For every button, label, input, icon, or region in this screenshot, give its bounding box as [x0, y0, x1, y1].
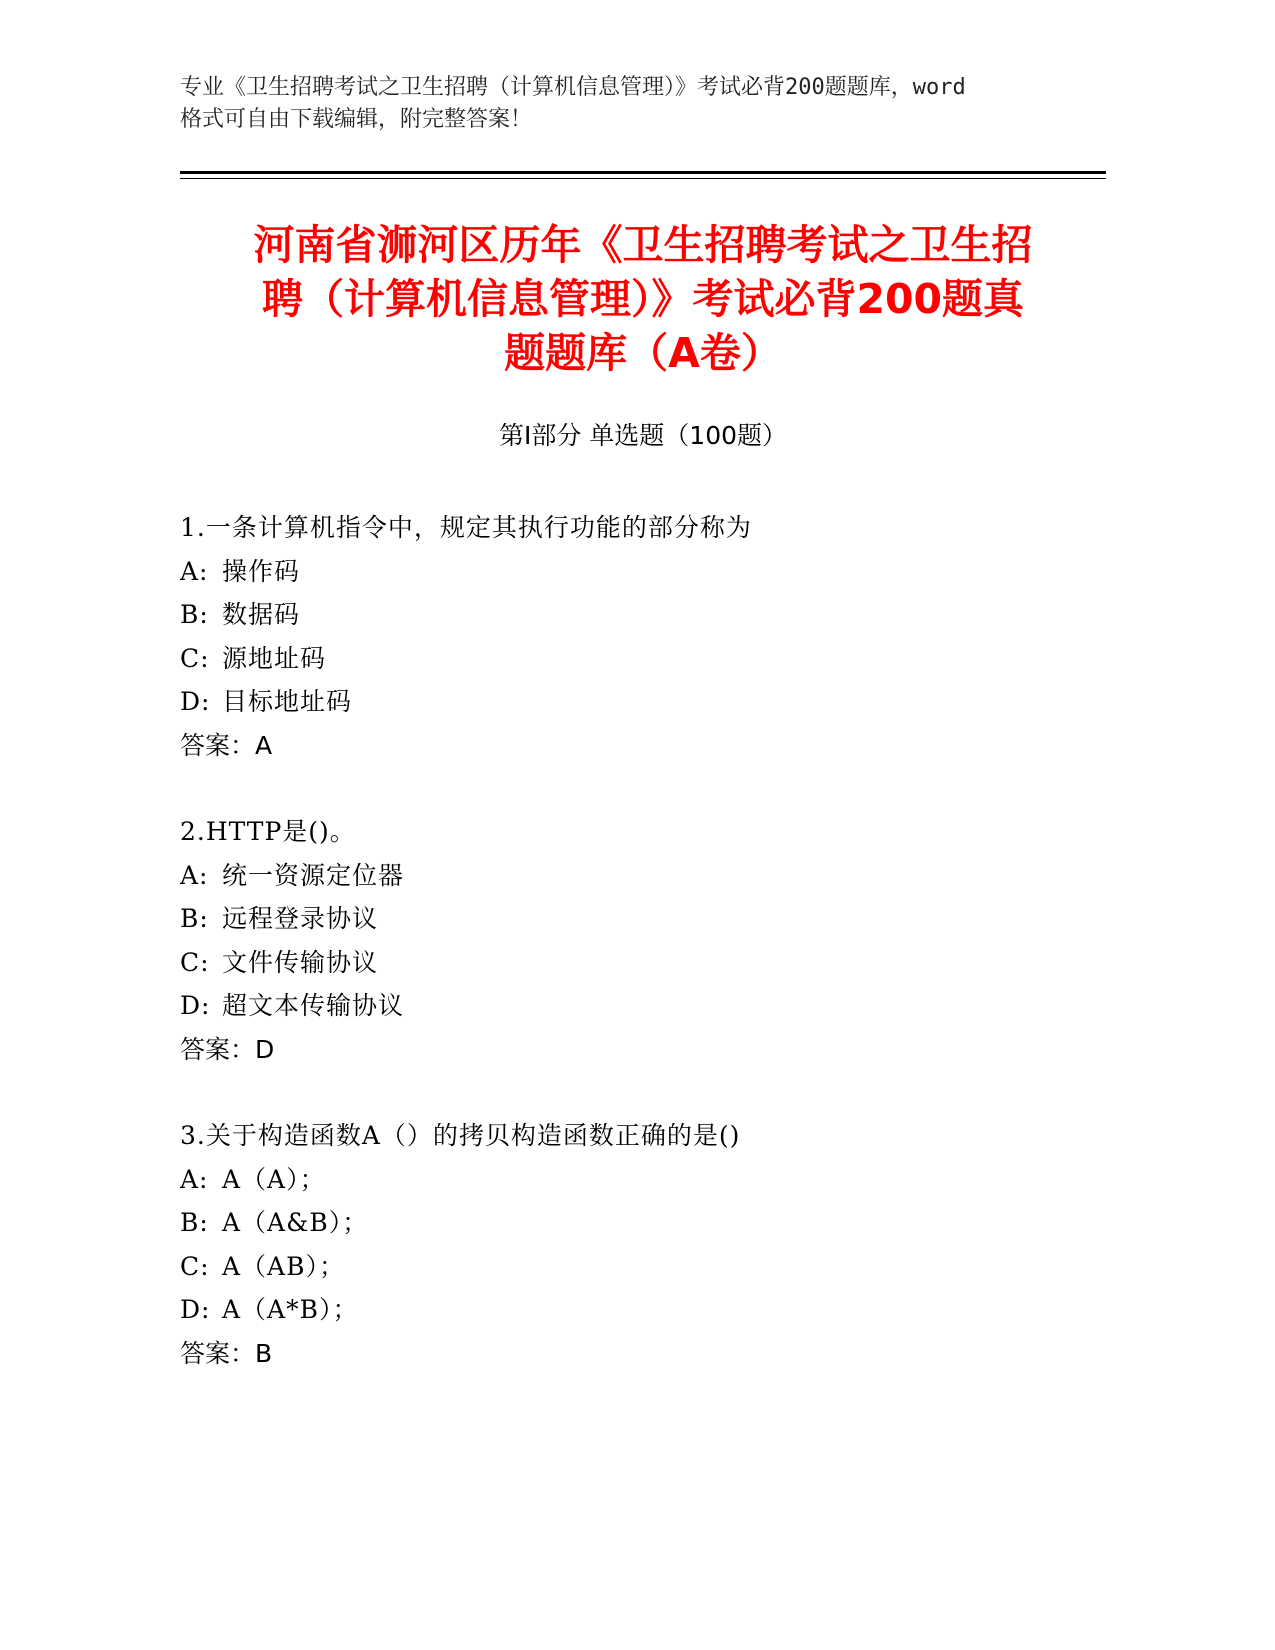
question-1 [180, 506, 1106, 767]
option-text: 远程登录协议 [222, 904, 379, 933]
option-label: C: [180, 947, 210, 977]
option-label: D: [180, 1295, 211, 1324]
option-text: A（AB）； [222, 1251, 345, 1281]
option-c [180, 941, 1106, 985]
document-title-line-2: 聘（计算机信息管理）》考试必背200题真 [261, 275, 1025, 323]
question-stem: 2.HTTP是()。 [180, 817, 356, 846]
answer-line: 答案：B [180, 1338, 273, 1368]
option-label: B: [180, 904, 209, 933]
option-label: C: [180, 1251, 210, 1281]
option-text: 目标地址码 [222, 687, 353, 716]
option-text: A（A）； [222, 1164, 326, 1194]
option-label: D: [180, 687, 211, 716]
option-a [180, 854, 1106, 898]
option-label: A: [180, 556, 209, 586]
header-note-line-2: 格式可自由下载编辑，附完整答案！ [180, 107, 533, 132]
question-2 [180, 810, 1106, 1071]
option-label: A: [180, 860, 209, 890]
option-d [180, 680, 1106, 724]
header-note-line-1: 专业《卫生招聘考试之卫生招聘（计算机信息管理）》考试必背200题题库，word [180, 75, 966, 100]
header-divider-thick [180, 171, 1106, 174]
option-text: A（A*B）； [222, 1295, 359, 1324]
option-label: B: [180, 600, 209, 629]
option-text: 源地址码 [222, 643, 327, 673]
section-heading: 第I部分 单选题（100题） [498, 421, 788, 450]
answer-line: 答案：A [180, 730, 273, 760]
option-text: A（A&B）； [222, 1208, 369, 1237]
question-stem: 1.一条计算机指令中，规定其执行功能的部分称为 [180, 513, 752, 542]
option-d [180, 984, 1106, 1028]
option-text: 超文本传输协议 [222, 991, 405, 1020]
option-text: 统一资源定位器 [222, 860, 405, 890]
option-label: A: [180, 1164, 209, 1194]
document-title-line-3: 题题库（A卷） [504, 329, 782, 377]
option-label: C: [180, 643, 210, 673]
option-label: D: [180, 991, 211, 1020]
question-3 [180, 1114, 1106, 1375]
question-stem: 3.关于构造函数A（）的拷贝构造函数正确的是() [180, 1121, 741, 1150]
option-text: 操作码 [222, 556, 301, 586]
header-note [180, 72, 1080, 136]
option-label: B: [180, 1208, 209, 1237]
question-list [180, 506, 1106, 1418]
header-divider-thin [180, 178, 1106, 179]
option-a [180, 550, 1106, 594]
document-title [180, 218, 1106, 380]
option-b [180, 897, 1106, 941]
answer-line: 答案：D [180, 1034, 275, 1064]
document-title-line-1: 河南省浉河区历年《卫生招聘考试之卫生招 [253, 221, 1033, 269]
option-d [180, 1288, 1106, 1332]
option-text: 文件传输协议 [222, 947, 379, 977]
option-a [180, 1158, 1106, 1202]
option-b [180, 1201, 1106, 1245]
option-text: 数据码 [222, 600, 301, 629]
option-b [180, 593, 1106, 637]
option-c [180, 1245, 1106, 1289]
option-c [180, 637, 1106, 681]
